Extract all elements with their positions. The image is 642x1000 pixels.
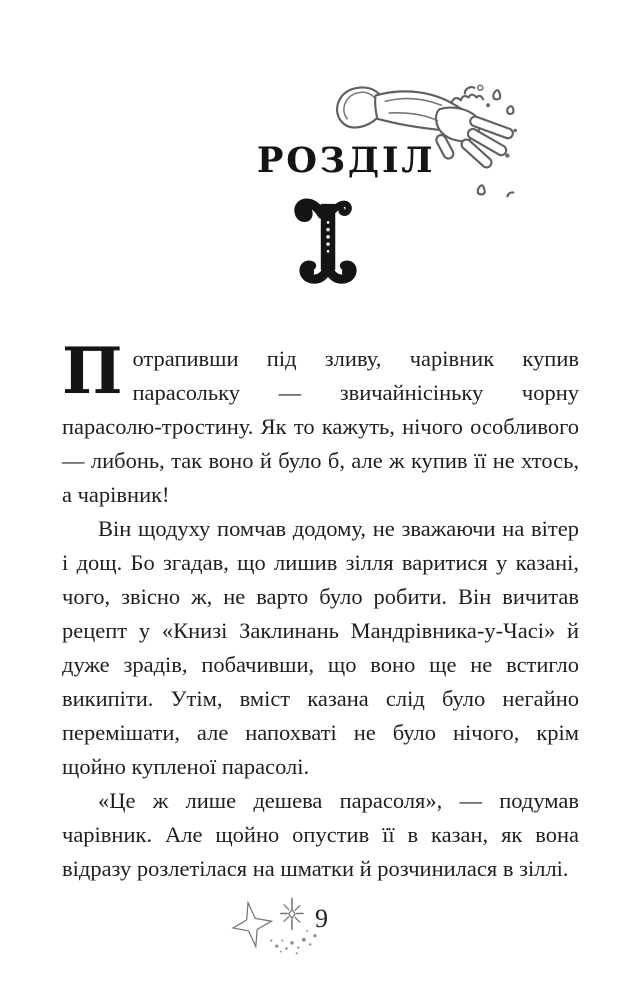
paragraph-1 [62,334,579,512]
paragraph-3: «Це ж лише дешева парасоля», — подумав чарівник. Але щойно опустив її в казан, як вона відразу розлетілася на шматки й розчинилася в зіллі. [62,788,579,881]
drop-cap: П [62,334,123,409]
ornate-numeral-1-icon [294,195,360,287]
chapter-number [294,195,360,287]
chapter-label: РОЗДІЛ [257,140,436,181]
paragraph-1-text: отрапивши під зливу, чарівник купив парасольку — звичайнісіньку чорну парасолю-тростину. Як то кажуть, нічого особливого — либонь, так воно й було б, але ж купив її не хтось, а чарівник! [62,346,579,507]
page-number: 9 [315,904,328,933]
chapter-text [62,334,579,886]
paragraph-2: Він щодуху помчав додому, не зважаючи на вітер і дощ. Бо згадав, що лишив зілля варитися у казані, чого, звісно ж, не варто було робити. Він вичитав рецепт у «Книзі Заклинань Мандрівника-у-Часі» й дуже зрадів, побачивши, що воно ще не встигло википіти. Утім, вміст казана слід було негайно перемішати, але напохваті не було нічого, крім щойно купленої парасолі. [62,516,579,779]
